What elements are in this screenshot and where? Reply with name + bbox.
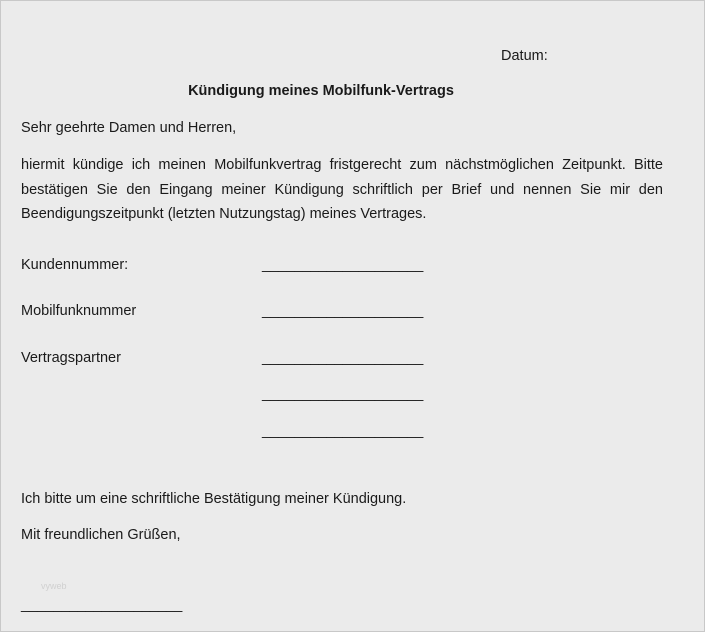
address-blank-2: ____________________ — [262, 423, 424, 439]
mobile-number-blank: ____________________ — [262, 303, 424, 319]
address-blank-1: ____________________ — [262, 386, 424, 402]
contract-partner-blank: ____________________ — [262, 350, 424, 366]
mobile-number-label: Mobilfunknummer — [21, 303, 137, 319]
salutation: Sehr geehrte Damen und Herren, — [21, 120, 237, 136]
date-label: Datum: — [501, 48, 548, 64]
confirmation-request: Ich bitte um eine schriftliche Bestätigung meiner Kündigung. — [21, 491, 407, 507]
closing-greeting: Mit freundlichen Grüßen, — [21, 527, 181, 543]
watermark: vyweb — [41, 581, 67, 591]
customer-number-blank: ____________________ — [262, 257, 424, 273]
customer-number-label: Kundennummer: — [21, 257, 129, 273]
body-paragraph: hiermit kündige ich meinen Mobilfunkvertrag fristgerecht zum nächstmöglichen Zeitpunkt. Bitte bestätigen Sie den Eingang meiner Kündigung schriftlich per Brief und nennen Sie mir den Beendigungszeitpunkt (letzten Nutzungstag) meines Vertrages. — [21, 157, 663, 222]
signature-line: ____________________ — [21, 597, 183, 613]
contract-partner-label: Vertragspartner — [21, 350, 121, 366]
letter-title: Kündigung meines Mobilfunk-Vertrags — [188, 83, 454, 99]
